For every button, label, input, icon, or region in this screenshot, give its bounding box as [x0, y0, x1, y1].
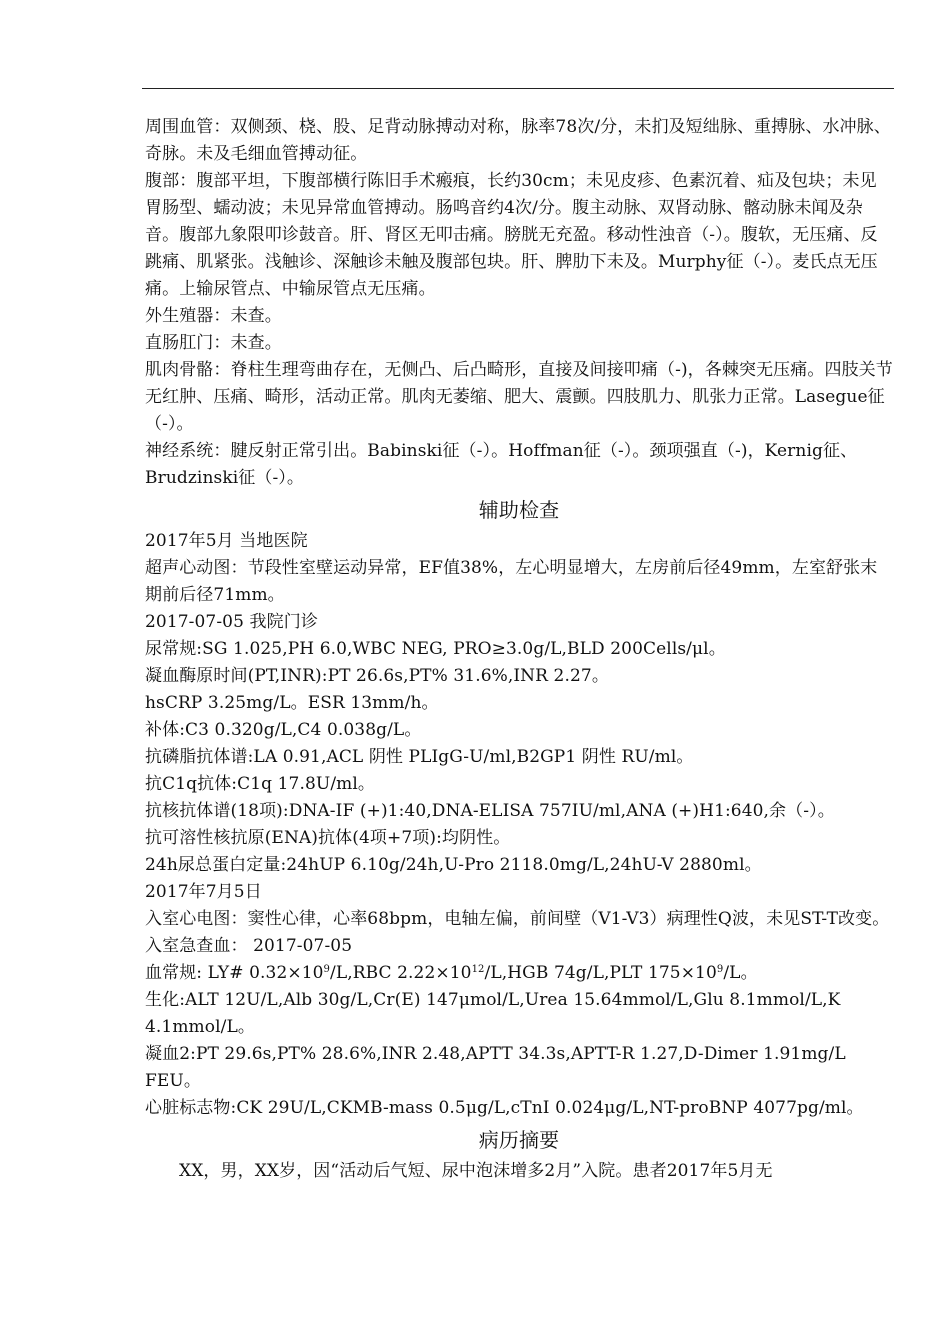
exam-nervous-system: 神经系统：腱反射正常引出。Babinski征（-）。Hoffman征（-）。颈项强直（-)，Kernig征、Brudzinski征（-）。 — [145, 441, 858, 488]
aux-antiphospholipid: 抗磷脂抗体谱:LA 0.91,ACL 阴性 PLIgG-U/ml,B2GP1 阴性 RU/ml。 — [145, 747, 694, 767]
aux-ena: 抗可溶性核抗原(ENA)抗体(4项+7项):均阴性。 — [145, 828, 511, 848]
exam-rectum-anus: 直肠肛门：未查。 — [145, 333, 282, 353]
aux-coagulation-2: 凝血2:PT 29.6s,PT% 28.6%,INR 2.48,APTT 34.3s,APTT-R 1.27,D-Dimer 1.91mg/L FEU。 — [145, 1044, 846, 1091]
aux-anti-c1q: 抗C1q抗体:C1q 17.8U/ml。 — [145, 774, 376, 794]
exam-genitalia: 外生殖器：未查。 — [145, 306, 282, 326]
exam-abdomen: 腹部：腹部平坦，下腹部横行陈旧手术瘢痕，长约30cm；未见皮疹、色素沉着、疝及包块；未见胃肠型、蠕动波；未见异常血管搏动。肠鸣音约4次/分。腹主动脉、双肾动脉、髂动脉未闻及杂音。腹部九象限叩诊鼓音。肝、肾区无叩击痛。膀胱无充盈。移动性浊音（-）。腹软，无压痛、反跳痛、肌紧张。浅触诊、深触诊未触及腹部包块。肝、脾肋下未及。Murphy征（-）。麦氏点无压痛。上输尿管点、中输尿管点无压痛。 — [145, 171, 878, 299]
aux-biochemistry: 生化:ALT 12U/L,Alb 30g/L,Cr(E) 147μmol/L,Urea 15.64mmol/L,Glu 8.1mmol/L,K 4.1mmol/L。 — [145, 990, 841, 1037]
exam-musculoskeletal: 肌肉骨骼：脊柱生理弯曲存在，无侧凸、后凸畸形，直接及间接叩痛（-)，各棘突无压痛。四肢关节无红肿、压痛、畸形，活动正常。肌肉无萎缩、肥大、震颤。四肢肌力、肌张力正常。Lasegue征（-）。 — [145, 360, 893, 434]
aux-24h-urine-protein: 24h尿总蛋白定量:24hUP 6.10g/24h,U-Pro 2118.0mg/L,24hU-V 2880ml。 — [145, 855, 762, 875]
aux-urinalysis: 尿常规:SG 1.025,PH 6.0,WBC NEG, PRO≥3.0g/L,BLD 200Cells/μl。 — [145, 639, 726, 659]
aux-exam-heading: 辅助检查 — [478, 498, 560, 522]
aux-complement: 补体:C3 0.320g/L,C4 0.038g/L。 — [145, 720, 422, 740]
aux-crp-esr: hsCRP 3.25mg/L。ESR 13mm/h。 — [145, 693, 439, 713]
aux-ecg: 入室心电图：窦性心律，心率68bpm，电轴左偏，前间壁（V1-V3）病理性Q波，未见ST-T改变。 — [145, 909, 890, 929]
aux-blood-routine: 血常规: LY# $0.32\times 10^9/L,RBC$ $2.22\times 10^{12}/L,HGB$ 74g/L,PLT $175\times 10^9/L$。 — [145, 963, 758, 983]
document-body — [145, 114, 893, 1185]
aux-date-local: 2017年5月 当地医院 — [145, 531, 308, 551]
aux-date-admission: 2017年7月5日 — [145, 882, 262, 902]
summary-heading: 病历摘要 — [478, 1128, 560, 1152]
aux-prothrombin: 凝血酶原时间(PT,INR):PT 26.6s,PT% 31.6%,INR 2.27。 — [145, 666, 609, 686]
exam-peripheral-vessels: 周围血管：双侧颈、桡、股、足背动脉搏动对称，脉率78次/分，未扪及短绌脉、重搏脉、水冲脉、奇脉。未及毛细血管搏动征。 — [145, 117, 891, 164]
aux-echocardiogram: 超声心动图：节段性室壁运动异常，EF值38%，左心明显增大，左房前后径49mm，左室舒张末期前后径71mm。 — [145, 558, 878, 605]
aux-emergency-blood: 入室急查血： 2017-07-05 — [145, 936, 353, 956]
header-rule — [142, 88, 894, 89]
aux-date-outpatient: 2017-07-05 我院门诊 — [145, 612, 318, 632]
aux-ana-panel: 抗核抗体谱(18项):DNA-IF (+)1:40,DNA-ELISA 757IU/ml,ANA (+)H1:640,余（-）。 — [145, 801, 835, 821]
aux-cardiac-markers: 心脏标志物:CK 29U/L,CKMB-mass 0.5μg/L,cTnI 0.024μg/L,NT-proBNP 4077pg/ml。 — [145, 1098, 864, 1118]
summary-text: XX，男，XX岁，因“活动后气短、尿中泡沫增多2月”入院。患者2017年5月无 — [179, 1161, 773, 1181]
